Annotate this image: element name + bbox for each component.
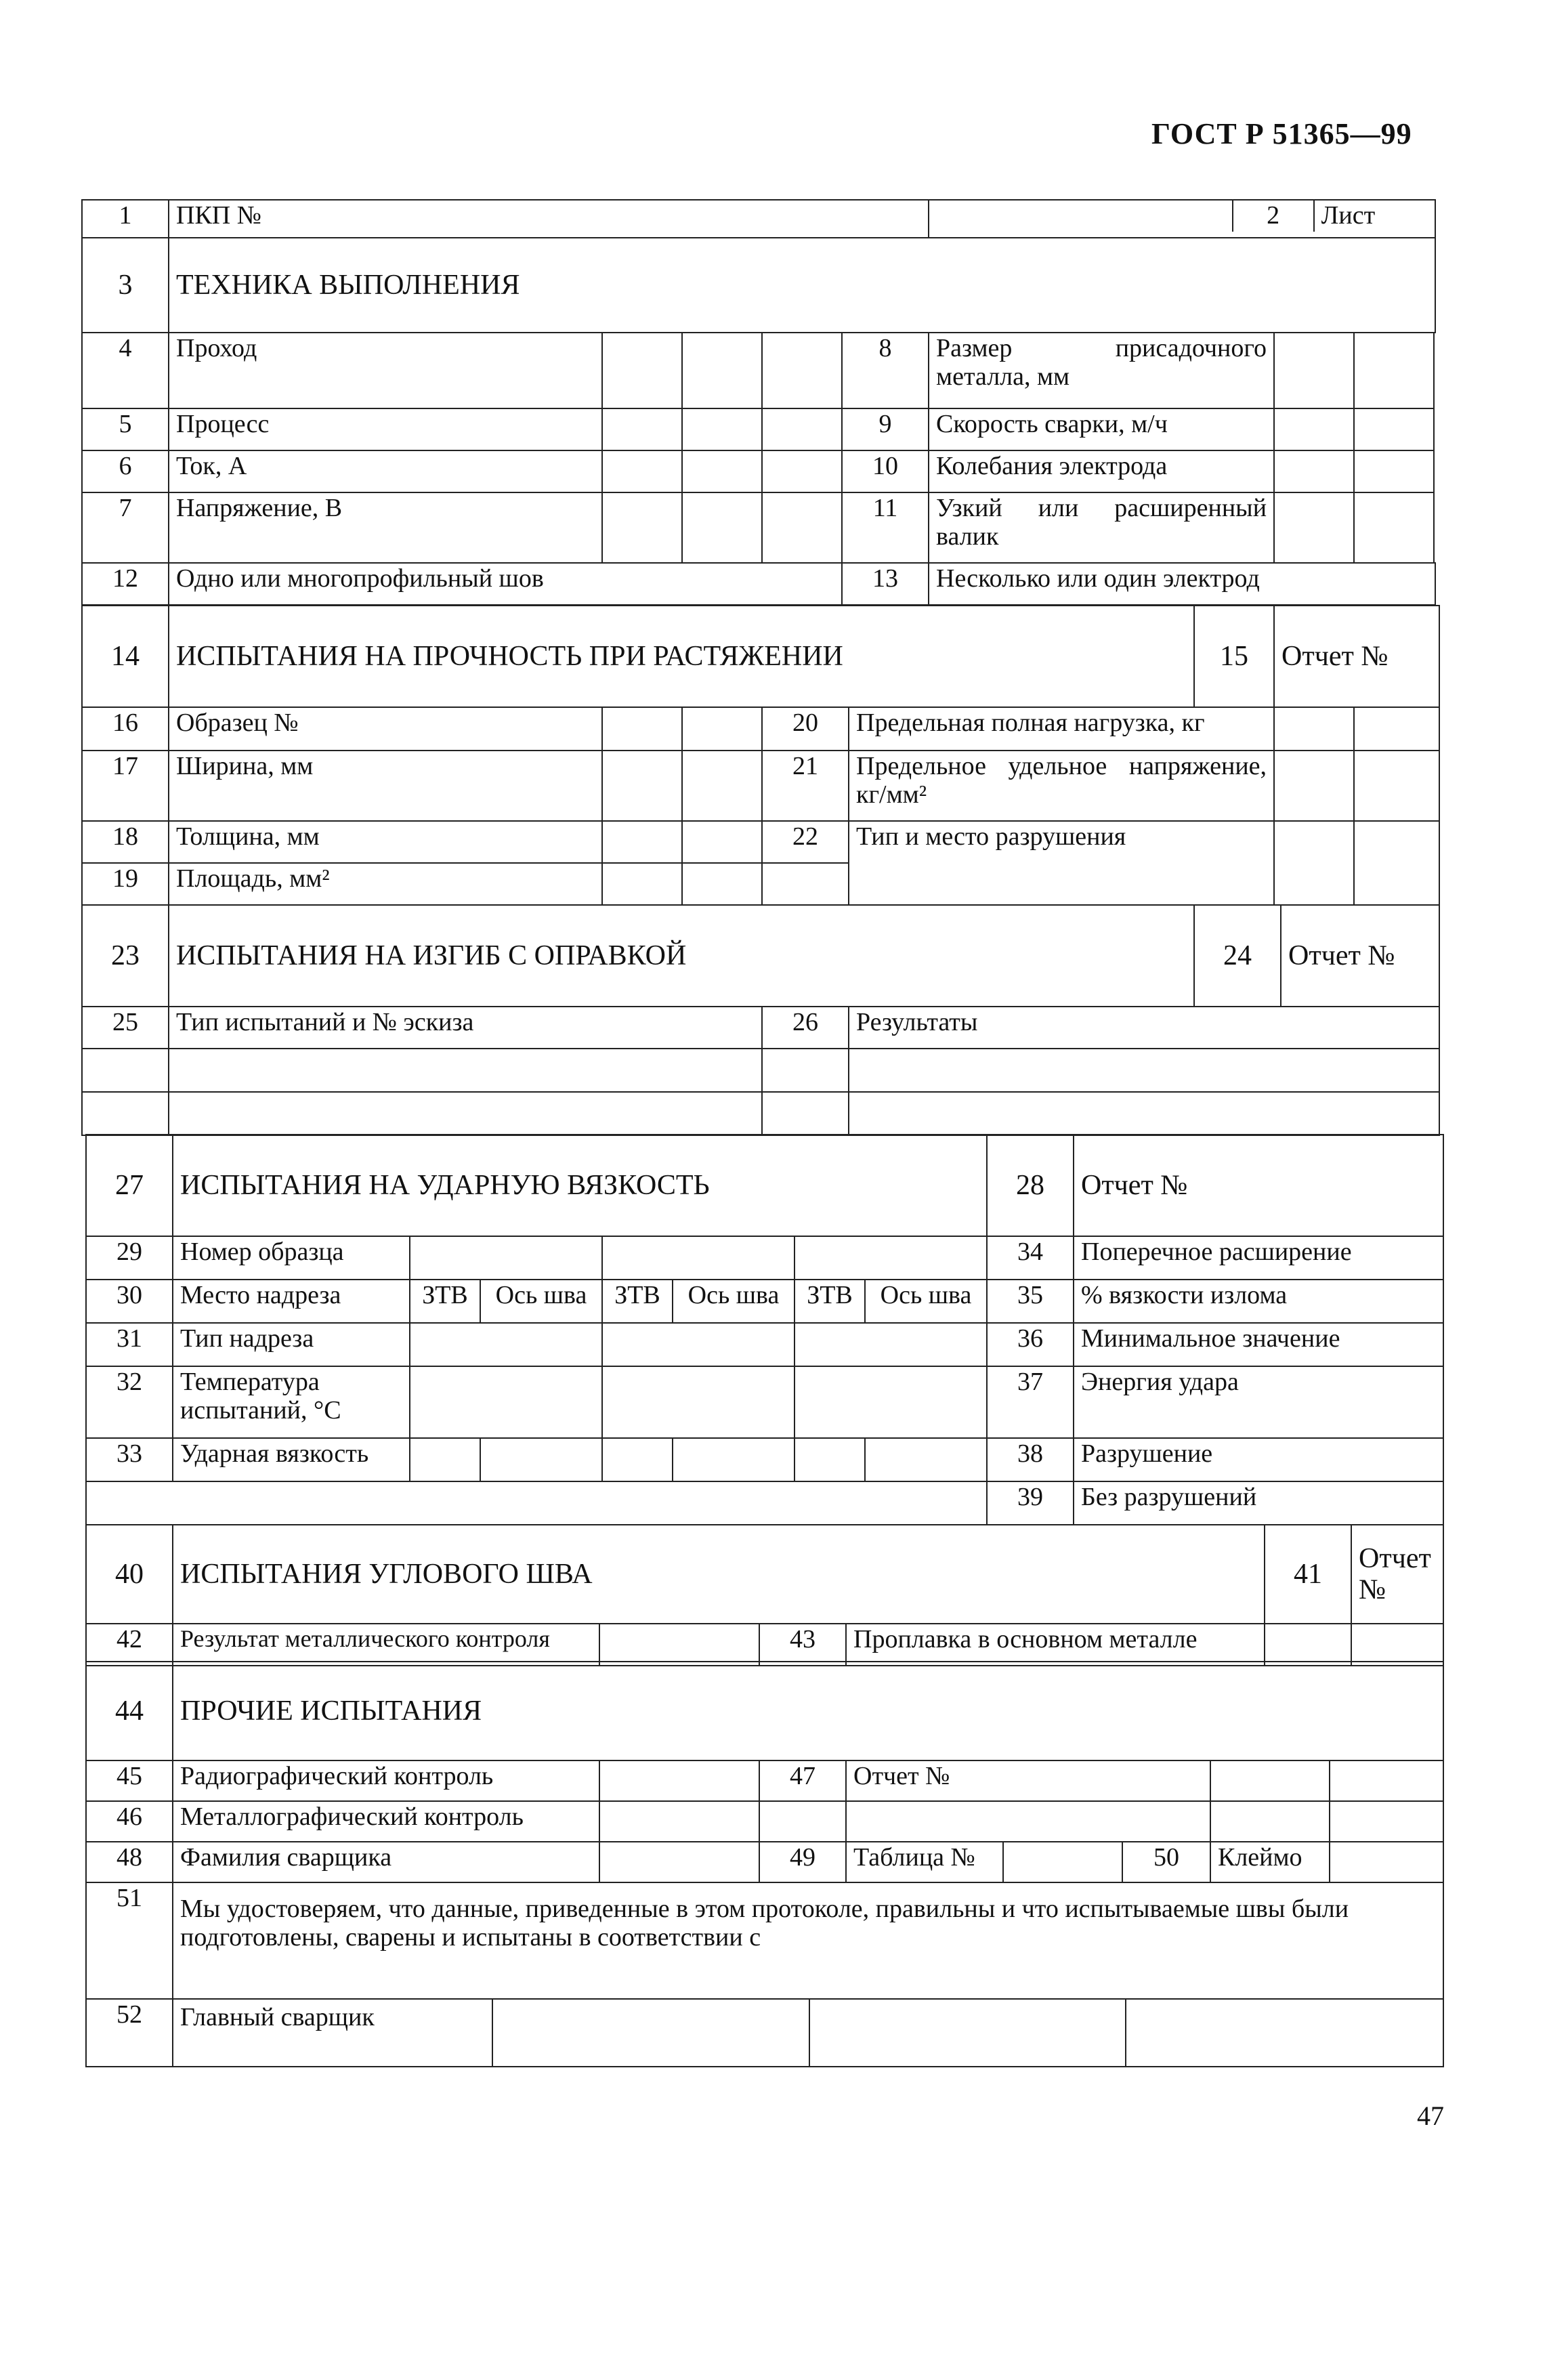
row-number: 24 — [1194, 905, 1281, 1007]
impact-table — [85, 1134, 1444, 1525]
row-number: 32 — [86, 1366, 173, 1438]
row-number: 5 — [82, 408, 169, 450]
zone-label: Ось шва — [480, 1280, 602, 1323]
field-label: Радиографический контроль — [173, 1760, 599, 1801]
row-number: 2 — [1233, 201, 1314, 232]
field-label: Узкий или расширенный валик — [929, 492, 1274, 563]
row-number: 13 — [842, 563, 929, 605]
entry-cell[interactable] — [1274, 450, 1354, 492]
row-number: 50 — [1122, 1842, 1210, 1882]
row-number: 42 — [86, 1624, 173, 1666]
field-label: Скорость сварки, м/ч — [929, 408, 1274, 450]
entry-cell[interactable] — [410, 1438, 480, 1481]
entry-cell[interactable] — [1354, 408, 1434, 450]
entry-cell[interactable] — [794, 1438, 865, 1481]
bend-table — [81, 904, 1440, 1136]
row-number: 48 — [86, 1842, 173, 1882]
row-number: 52 — [86, 1999, 173, 2067]
row-number: 6 — [82, 450, 169, 492]
entry-cell[interactable] — [794, 1366, 987, 1438]
field-label: Фамилия сварщика — [173, 1842, 599, 1882]
field-label: Ширина, мм — [169, 751, 602, 821]
entry-cell[interactable] — [82, 1092, 169, 1135]
row-number: 49 — [759, 1842, 846, 1882]
row-number: 3 — [82, 238, 169, 333]
row-number: 25 — [82, 1007, 169, 1049]
field-label: Результат металлического контроля — [173, 1624, 599, 1666]
section-title: ПРОЧИЕ ИСПЫТАНИЯ — [173, 1662, 1443, 1760]
entry-cell[interactable] — [762, 492, 842, 563]
entry-cell[interactable] — [602, 707, 682, 751]
signature-cell[interactable] — [809, 2000, 1126, 2066]
entry-cell[interactable] — [682, 863, 762, 905]
field-label: Температура испытаний, °С — [173, 1366, 410, 1438]
report-label: Отчет № — [1281, 905, 1439, 1007]
entry-cell[interactable] — [1210, 1760, 1330, 1801]
row-number: 7 — [82, 492, 169, 563]
entry-cell[interactable] — [682, 408, 762, 450]
section-title: ИСПЫТАНИЯ НА УДАРНУЮ ВЯЗКОСТЬ — [173, 1135, 987, 1236]
row-number: 31 — [86, 1323, 173, 1366]
row-number: 44 — [86, 1662, 173, 1760]
row-number: 33 — [86, 1438, 173, 1481]
entry-cell[interactable] — [602, 821, 682, 863]
row-number: 11 — [842, 492, 929, 563]
entry-cell[interactable] — [602, 751, 682, 821]
entry-cell[interactable] — [602, 408, 682, 450]
field-label: Толщина, мм — [169, 821, 602, 863]
row-number: 51 — [86, 1882, 173, 1999]
row-number: 18 — [82, 821, 169, 863]
electrodes-label: Несколько или один электрод — [929, 563, 1435, 605]
row-number: 45 — [86, 1760, 173, 1801]
entry-cell[interactable] — [602, 1323, 794, 1366]
entry-cell[interactable] — [759, 1801, 846, 1842]
row-number: 16 — [82, 707, 169, 751]
row-number: 36 — [987, 1323, 1074, 1366]
entry-cell[interactable] — [865, 1438, 987, 1481]
entry-cell[interactable] — [682, 821, 762, 863]
row-number: 38 — [987, 1438, 1074, 1481]
row-number: 41 — [1265, 1525, 1351, 1624]
field-label: Процесс — [169, 408, 602, 450]
row-number: 9 — [842, 408, 929, 450]
zone-label: ЗТВ — [410, 1280, 480, 1323]
row-number: 12 — [82, 563, 169, 605]
row-number: 39 — [987, 1481, 1074, 1525]
entry-cell[interactable] — [602, 1366, 794, 1438]
field-label: Предельная полная нагрузка, кг — [849, 707, 1274, 751]
signature-cell[interactable] — [1126, 2000, 1443, 2066]
entry-cell[interactable] — [602, 1438, 673, 1481]
row-number: 43 — [759, 1624, 846, 1666]
field-label: Площадь, мм² — [169, 863, 602, 905]
zone-label: ЗТВ — [794, 1280, 865, 1323]
section-title: ИСПЫТАНИЯ НА ПРОЧНОСТЬ ПРИ РАСТЯЖЕНИИ — [169, 606, 1194, 707]
entry-cell[interactable] — [794, 1323, 987, 1366]
entry-cell[interactable] — [673, 1438, 794, 1481]
field-label: Ударная вязкость — [173, 1438, 410, 1481]
row-number: 15 — [1194, 606, 1274, 707]
entry-cell[interactable] — [762, 863, 849, 905]
field-label: Ток, А — [169, 450, 602, 492]
entry-cell[interactable] — [682, 492, 762, 563]
row-number: 1 — [82, 200, 169, 238]
chief-welder-label: Главный сварщик — [180, 2003, 375, 2031]
row-number: 17 — [82, 751, 169, 821]
entry-cell[interactable] — [602, 333, 682, 408]
zone-label: Ось шва — [673, 1280, 794, 1323]
field-label: Разрушение — [1074, 1438, 1443, 1481]
entry-cell[interactable] — [1274, 492, 1354, 563]
entry-cell[interactable] — [602, 450, 682, 492]
pkp-number-label: ПКП № — [169, 200, 929, 238]
entry-cell[interactable] — [762, 450, 842, 492]
entry-cell[interactable] — [846, 1801, 1210, 1842]
row-number: 27 — [86, 1135, 173, 1236]
other-tests-table — [85, 1661, 1444, 2067]
entry-cell[interactable] — [1003, 1842, 1122, 1882]
entry-cell[interactable] — [1274, 751, 1354, 821]
test-type-label: Тип испытаний и № эскиза — [169, 1007, 762, 1049]
entry-cell[interactable] — [1330, 1801, 1443, 1842]
entry-cell[interactable] — [682, 333, 762, 408]
entry-cell[interactable] — [762, 1092, 849, 1135]
entry-cell[interactable] — [1354, 450, 1434, 492]
entry-cell[interactable] — [410, 1236, 602, 1280]
row-number: 40 — [86, 1525, 173, 1624]
technique-table — [81, 199, 1436, 606]
field-label: Клеймо — [1210, 1842, 1330, 1882]
field-label: Минимальное значение — [1074, 1323, 1443, 1366]
entry-cell[interactable] — [599, 1801, 759, 1842]
field-label: % вязкости излома — [1074, 1280, 1443, 1323]
row-number: 28 — [987, 1135, 1074, 1236]
sheet-label: Лист — [1314, 201, 1435, 232]
entry-cell[interactable] — [1274, 408, 1354, 450]
field-label: Проплавка в основном металле — [846, 1624, 1265, 1666]
entry-cell[interactable] — [682, 707, 762, 751]
row-number: 21 — [762, 751, 849, 821]
entry-cell[interactable] — [1354, 707, 1439, 751]
entry-cell[interactable] — [1274, 707, 1354, 751]
entry-cell[interactable] — [794, 1236, 987, 1280]
field-label: Без разрушений — [1074, 1481, 1443, 1525]
field-label: Образец № — [169, 707, 602, 751]
row-number: 4 — [82, 333, 169, 408]
field-label: Номер образца — [173, 1236, 410, 1280]
entry-cell[interactable] — [1274, 333, 1354, 408]
entry-cell[interactable] — [1351, 1624, 1443, 1666]
entry-cell[interactable] — [410, 1323, 602, 1366]
entry-cell[interactable] — [849, 1092, 1439, 1135]
entry-cell[interactable] — [1265, 1624, 1351, 1666]
entry-cell[interactable] — [82, 1049, 169, 1092]
section-title: ИСПЫТАНИЯ НА ИЗГИБ С ОПРАВКОЙ — [169, 905, 1194, 1007]
field-label: Напряжение, В — [169, 492, 602, 563]
entry-cell[interactable] — [1354, 821, 1439, 905]
section-title: ТЕХНИКА ВЫПОЛНЕНИЯ — [169, 238, 1435, 333]
entry-cell[interactable] — [849, 1049, 1439, 1092]
tensile-table — [81, 605, 1440, 906]
entry-cell[interactable] — [169, 1049, 762, 1092]
entry-cell[interactable] — [599, 1842, 759, 1882]
report-label: Отчет № — [1274, 606, 1439, 707]
entry-cell[interactable] — [169, 1092, 762, 1135]
field-label: Размер присадочного металла, мм — [929, 333, 1274, 408]
signature-cell[interactable] — [492, 2000, 809, 2066]
fillet-table — [85, 1524, 1444, 1666]
single-multi-label: Одно или многопрофильный шов — [169, 563, 842, 605]
entry-cell[interactable] — [1354, 751, 1439, 821]
row-number: 10 — [842, 450, 929, 492]
row-number: 30 — [86, 1280, 173, 1323]
zone-label: ЗТВ — [602, 1280, 673, 1323]
entry-cell[interactable] — [1354, 492, 1434, 563]
row-number: 26 — [762, 1007, 849, 1049]
entry-cell[interactable] — [602, 863, 682, 905]
standard-header: ГОСТ Р 51365—99 — [1151, 117, 1412, 150]
entry-cell[interactable] — [1330, 1760, 1443, 1801]
row-number: 47 — [759, 1760, 846, 1801]
field-label: Таблица № — [846, 1842, 1003, 1882]
row-number: 35 — [987, 1280, 1074, 1323]
entry-cell[interactable] — [682, 450, 762, 492]
entry-cell[interactable] — [762, 1049, 849, 1092]
row-number: 14 — [82, 606, 169, 707]
field-label: Предельное удельное напряжение, кг/мм² — [849, 751, 1274, 821]
field-label: Металлографический контроль — [173, 1801, 599, 1842]
entry-cell[interactable] — [762, 333, 842, 408]
row-number: 29 — [86, 1236, 173, 1280]
field-label: Поперечное расширение — [1074, 1236, 1443, 1280]
report-label: Отчет № — [846, 1760, 1210, 1801]
field-label: Колебания электрода — [929, 450, 1274, 492]
row-number: 37 — [987, 1366, 1074, 1438]
zone-label: Ось шва — [865, 1280, 987, 1323]
report-label: Отчет № — [1074, 1135, 1443, 1236]
entry-cell[interactable] — [410, 1366, 602, 1438]
entry-cell[interactable] — [762, 408, 842, 450]
row-number: 20 — [762, 707, 849, 751]
entry-cell[interactable] — [599, 1624, 759, 1666]
entry-cell[interactable] — [86, 1481, 987, 1525]
entry-cell[interactable] — [602, 492, 682, 563]
entry-cell[interactable] — [1274, 821, 1354, 905]
section-title: ИСПЫТАНИЯ УГЛОВОГО ШВА — [173, 1525, 1265, 1624]
field-label: Энергия удара — [1074, 1366, 1443, 1438]
entry-cell[interactable] — [1330, 1842, 1443, 1882]
field-label: Проход — [169, 333, 602, 408]
row-number: 23 — [82, 905, 169, 1007]
entry-cell[interactable] — [602, 1236, 794, 1280]
row-number: 34 — [987, 1236, 1074, 1280]
page-number: 47 — [1417, 2101, 1444, 2131]
entry-cell[interactable] — [480, 1438, 602, 1481]
row-number: 46 — [86, 1801, 173, 1842]
entry-cell[interactable] — [1354, 333, 1434, 408]
row-number: 22 — [762, 821, 849, 863]
entry-cell[interactable] — [599, 1760, 759, 1801]
field-label: Тип надреза — [173, 1323, 410, 1366]
report-label: Отчет № — [1351, 1525, 1443, 1624]
field-label: Место надреза — [173, 1280, 410, 1323]
results-label: Результаты — [849, 1007, 1439, 1049]
entry-cell[interactable] — [682, 751, 762, 821]
certification-text: Мы удостоверяем, что данные, приведенные в этом протоколе, правильны и что испытываемые швы были подготовлены, сварены и испытаны в соответствии с — [173, 1882, 1443, 1999]
field-label: Тип и место разрушения — [849, 821, 1274, 905]
row-number: 19 — [82, 863, 169, 905]
row-number: 8 — [842, 333, 929, 408]
entry-cell[interactable] — [1210, 1801, 1330, 1842]
